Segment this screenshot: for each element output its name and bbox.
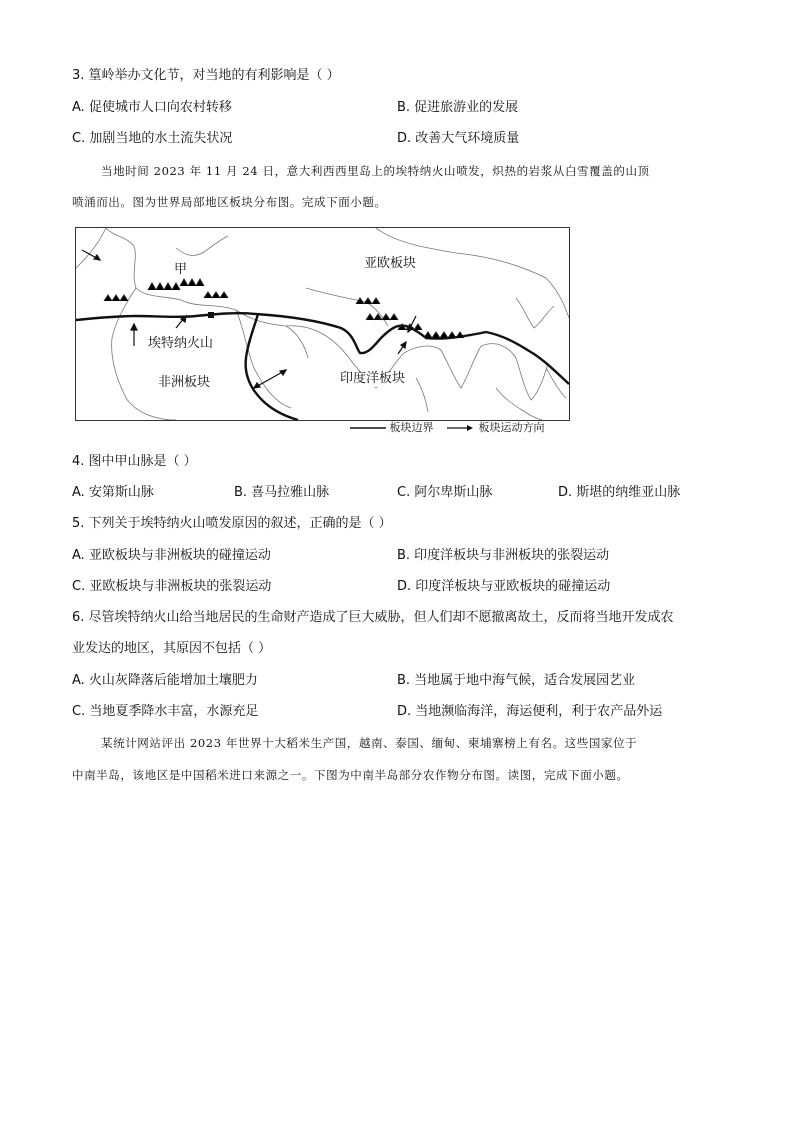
q6-option-b: B. 当地属于地中海气候，适合发展园艺业 — [397, 673, 636, 688]
plate-map — [75, 227, 570, 421]
q5-option-d: D. 印度洋板块与亚欧板块的碰撞运动 — [397, 579, 611, 594]
q3-stem: 3. 篁岭举办文化节，对当地的有利影响是（ ） — [72, 68, 340, 83]
map-label-etna: 埃特纳火山 — [148, 336, 214, 351]
q5-stem: 5. 下列关于埃特纳火山喷发原因的叙述，正确的是（ ） — [72, 516, 392, 531]
map-label-eurasia-plate: 亚欧板块 — [364, 256, 417, 271]
etna-volcano-marker — [208, 312, 214, 318]
q3-option-c: C. 加剧当地的水土流失状况 — [72, 131, 233, 146]
q3-option-d: D. 改善大气环境质量 — [397, 131, 520, 146]
legend-arrow-label: 板块运动方向 — [478, 421, 545, 434]
passage2-line-1: 某统计网站评出 2023 年世界十大稻米生产国，越南、泰国、缅甸、柬埔寨榜上有名。这些国家位于 — [101, 736, 638, 750]
q5-option-a: A. 亚欧板块与非洲板块的碰撞运动 — [72, 548, 271, 563]
plate-map-drawing — [76, 228, 569, 420]
q3-option-b: B. 促进旅游业的发展 — [397, 100, 519, 115]
q6-stem-line-2: 业发达的地区，其原因不包括（ ） — [72, 641, 272, 656]
q6-option-a: A. 火山灰降落后能增加土壤肥力 — [72, 673, 258, 688]
legend-boundary-symbol — [350, 423, 386, 433]
q5-option-c: C. 亚欧板块与非洲板块的张裂运动 — [72, 579, 272, 594]
q4-stem: 4. 图中甲山脉是（ ） — [72, 454, 197, 469]
passage2-line-2: 中南半岛，该地区是中国稻米进口来源之一。下图为中南半岛部分农作物分布图。读图，完成下面小题。 — [72, 768, 629, 782]
legend-arrow-symbol — [447, 423, 475, 433]
q4-option-a: A. 安第斯山脉 — [72, 485, 154, 500]
map-label-indian-plate: 印度洋板块 — [340, 371, 406, 386]
passage1-line-1: 当地时间 2023 年 11 月 24 日，意大利西西里岛上的埃特纳火山喷发，炽热的岩浆从白雪覆盖的山顶 — [101, 164, 650, 178]
map-label-african-plate: 非洲板块 — [158, 375, 211, 390]
q6-stem-line-1: 6. 尽管埃特纳火山给当地居民的生命财产造成了巨大威胁，但人们却不愿撤离故土，反而将当地开发成农 — [72, 610, 674, 625]
map-label-jia: 甲 — [174, 262, 188, 277]
q4-option-b: B. 喜马拉雅山脉 — [234, 485, 330, 500]
map-legend — [350, 421, 545, 435]
legend-boundary-label: 板块边界 — [389, 421, 434, 434]
passage1-line-2: 喷涌而出。图为世界局部地区板块分布图。完成下面小题。 — [72, 195, 387, 209]
q5-option-b: B. 印度洋板块与非洲板块的张裂运动 — [397, 548, 610, 563]
q6-option-c: C. 当地夏季降水丰富，水源充足 — [72, 704, 259, 719]
q3-option-a: A. 促使城市人口向农村转移 — [72, 100, 232, 115]
q4-option-c: C. 阿尔卑斯山脉 — [397, 485, 493, 500]
q4-option-d: D. 斯堪的纳维亚山脉 — [558, 485, 681, 500]
q6-option-d: D. 当地濒临海洋，海运便利，利于农产品外运 — [397, 704, 663, 719]
